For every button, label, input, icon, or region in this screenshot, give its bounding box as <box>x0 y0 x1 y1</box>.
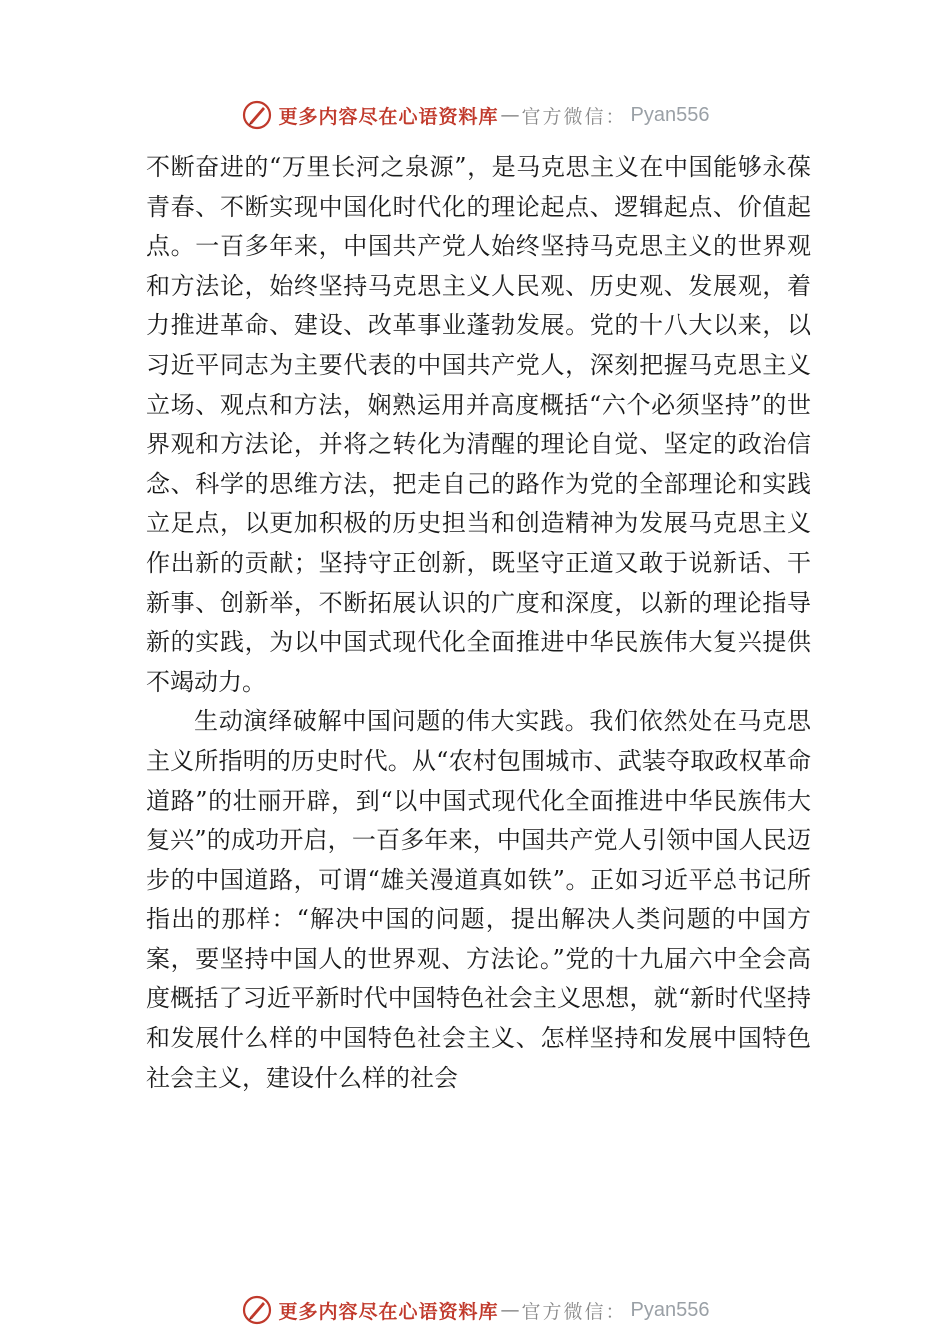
header-brand: 更多内容尽在心语资料库 <box>278 105 499 128</box>
body-paragraph-1: 不断奋进的“万里长河之泉源”，是马克思主义在中国能够永葆青春、不断实现中国化时代化的理论起点、逻辑起点、价值起点。一百多年来，中国共产党人始终坚持马克思主义的世界观和方法论，始终坚持马克思主义人民观、历史观、发展观，着力推进革命、建设、改革事业蓬勃发展。党的十八大以来，以习近平同志为主要代表的中国共产党人，深刻把握马克思主义立场、观点和方法，娴熟运用并高度概括“六个必须坚持”的世界观和方法论，并将之转化为清醒的理论自觉、坚定的政治信念、科学的思维方法，把走自己的路作为党的全部理论和实践立足点，以更加积极的历史担当和创造精神为发展马克思主义作出新的贡献；坚持守正创新，既坚守正道又敢于说新话、干新事、创新举，不断拓展认识的广度和深度，以新的理论指导新的实践，为以中国式现代化全面推进中华民族伟大复兴提供不竭动力。 <box>146 153 811 696</box>
body-paragraph-2: 生动演绎破解中国问题的伟大实践。我们依然处在马克思主义所指明的历史时代。从“农村包围城市、武装夺取政权革命道路”的壮丽开辟，到“以中国式现代化全面推进中华民族伟大复兴”的成功开启，一百多年来，中国共产党人引领中国人民迈步的中国道路，可谓“雄关漫道真如铁”。正如习近平总书记所指出的那样：“解决中国的问题，提出解决人类问题的中国方案，要坚持中国人的世界观、方法论。”党的十九届六中全会高度概括了习近平新时代中国特色社会主义思想，就“新时代坚持和发展什么样的中国特色社会主义、怎样坚持和发展中国特色社会主义，建设什么样的社会 <box>146 707 811 1092</box>
header-wechat-label: 官方微信： <box>521 105 627 128</box>
header-banner <box>0 95 950 135</box>
quill-logo-icon <box>241 1294 273 1326</box>
quill-logo-icon <box>241 99 273 131</box>
footer-banner <box>0 1290 950 1330</box>
document-body <box>146 148 811 1098</box>
footer-wechat-label: 官方微信： <box>521 1300 627 1323</box>
footer-separator: — <box>500 1299 520 1321</box>
footer-wechat-id: Pyan556 <box>630 1298 710 1321</box>
header-separator: — <box>500 104 520 126</box>
footer-brand: 更多内容尽在心语资料库 <box>278 1300 499 1323</box>
header-wechat-id: Pyan556 <box>630 103 710 126</box>
